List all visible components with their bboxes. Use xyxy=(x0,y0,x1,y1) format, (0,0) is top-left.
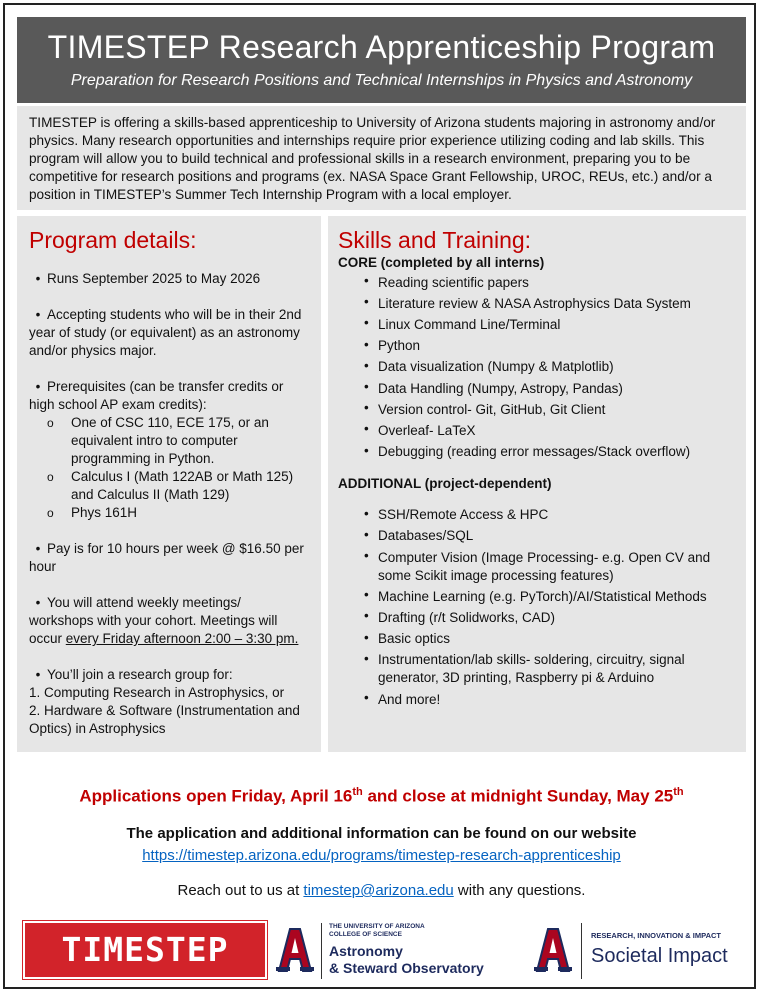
societal-impact-label: Societal Impact xyxy=(591,945,728,967)
additional-skill-item: • SSH/Remote Access & HPC xyxy=(360,505,736,526)
rii-label: RESEARCH, INNOVATION & IMPACT xyxy=(591,931,722,940)
core-skill-item: • Linux Command Line/Terminal xyxy=(360,314,736,335)
additional-skill-item: • Basic optics xyxy=(360,629,736,650)
additional-skills-list xyxy=(338,505,736,711)
additional-skill-item: • Machine Learning (e.g. PyTorch)/AI/Statistical Methods xyxy=(360,586,736,607)
skills-panel xyxy=(328,216,746,752)
core-skill-item: • Overleaf- LaTeX xyxy=(360,420,736,441)
core-skill-item: • Data Handling (Numpy, Astropy, Pandas) xyxy=(360,378,736,399)
group-option-1: 1. Computing Research in Astrophysics, or xyxy=(29,685,285,700)
group-option-2: 2. Hardware & Software (Instrumentation and Optics) in Astrophysics xyxy=(29,703,300,736)
core-skill-item: • Debugging (reading error messages/Stack overflow) xyxy=(360,442,736,463)
detail-pay: • Pay is for 10 hours per week @ $16.50 per hour xyxy=(29,541,304,574)
additional-skill-item: • Databases/SQL xyxy=(360,526,736,547)
ua-a-icon xyxy=(533,927,573,973)
astronomy-label: Astronomy xyxy=(329,943,403,959)
logo-strip xyxy=(5,915,758,987)
logo-divider xyxy=(321,923,322,979)
societal-impact-logo xyxy=(527,915,755,987)
additional-skill-item: • And more! xyxy=(360,689,736,710)
skills-title: Skills and Training: xyxy=(338,227,532,253)
website-line xyxy=(5,847,758,864)
website-link[interactable]: https://timestep.arizona.edu/programs/timestep-research-apprenticeship xyxy=(142,847,621,864)
core-skills-list xyxy=(338,272,736,463)
timestep-logo: TIMESTEP xyxy=(23,921,267,979)
detail-runs: • Runs September 2025 to May 2026 xyxy=(35,271,261,286)
meeting-time: every Friday afternoon 2:00 – 3:30 pm. xyxy=(65,631,299,646)
contact-line: Reach out to us at timestep@arizona.edu with any questions. xyxy=(177,882,586,899)
prerequisite-list xyxy=(29,414,309,522)
flyer-page xyxy=(3,3,756,989)
page-title: TIMESTEP Research Apprenticeship Program xyxy=(47,29,716,65)
ua-a-icon xyxy=(275,927,315,973)
core-skill-item: • Literature review & NASA Astrophysics Data System xyxy=(360,293,736,314)
additional-skill-item: • Drafting (r/t Solidworks, CAD) xyxy=(360,607,736,628)
page-subtitle: Preparation for Research Positions and Technical Internships in Physics and Astronomy xyxy=(70,72,693,89)
additional-skill-item: • Computer Vision (Image Processing- e.g. Open CV and some Scikit image processing features) xyxy=(360,547,736,586)
applications-banner: Applications open Friday, April 16th and close at midnight Sunday, May 25th xyxy=(79,786,684,806)
prerequisite-item: o One of CSC 110, ECE 175, or an equivalent intro to computer programming in Python. xyxy=(47,414,309,468)
additional-heading: ADDITIONAL (project-dependent) xyxy=(338,475,552,491)
prerequisite-item: o Calculus I (Math 122AB or Math 125) and Calculus II (Math 129) xyxy=(47,468,309,504)
detail-accepting: • Accepting students who will be in their 2nd year of study (or equivalent) as an astronomy and/or physics major. xyxy=(29,307,302,358)
additional-skill-item: • Instrumentation/lab skills- soldering, circuitry, signal generator, 3D printing, Raspberry pi & Arduino xyxy=(360,650,736,689)
header-banner xyxy=(17,17,746,103)
program-details-panel xyxy=(17,216,321,752)
core-skill-item: • Version control- Git, GitHub, Git Client xyxy=(360,399,736,420)
core-skill-item: • Python xyxy=(360,336,736,357)
prerequisite-item: o Phys 161H xyxy=(47,504,309,522)
detail-research-group: • You’ll join a research group for: xyxy=(35,667,233,682)
detail-prerequisites: • Prerequisites (can be transfer credits or high school AP exam credits): xyxy=(29,379,284,412)
info-line: The application and additional information can be found on our website xyxy=(126,825,637,842)
program-details-title: Program details: xyxy=(29,227,197,253)
ua-college-label: THE UNIVERSITY OF ARIZONA COLLEGE OF SCIENCE xyxy=(329,923,425,938)
astronomy-steward-logo xyxy=(273,915,523,987)
core-skill-item: • Reading scientific papers xyxy=(360,272,736,293)
steward-label: & Steward Observatory xyxy=(329,960,484,976)
core-skill-item: • Data visualization (Numpy & Matplotlib) xyxy=(360,357,736,378)
core-heading: CORE (completed by all interns) xyxy=(338,255,545,270)
detail-meetings: • You will attend weekly meetings/ workshops with your cohort. Meetings will occur every Friday afternoon 2:00 – 3:30 pm. xyxy=(29,595,299,646)
intro-paragraph: TIMESTEP is offering a skills-based apprenticeship to University of Arizona students majoring in astronomy and/or physics. Many research opportunities and internships require prior experience utilizing coding and lab skills. This program will allow you to build technical and professional skills in a research environment, preparing you to be competitive for research positions and programs (ex. NASA Space Grant Fellowship, UROC, REUs, etc.) and/or a position in TIMESTEP’s Summer Tech Internship Program with a local employer. xyxy=(17,106,746,210)
email-link[interactable]: timestep@arizona.edu xyxy=(303,882,454,899)
logo-divider xyxy=(581,923,582,979)
